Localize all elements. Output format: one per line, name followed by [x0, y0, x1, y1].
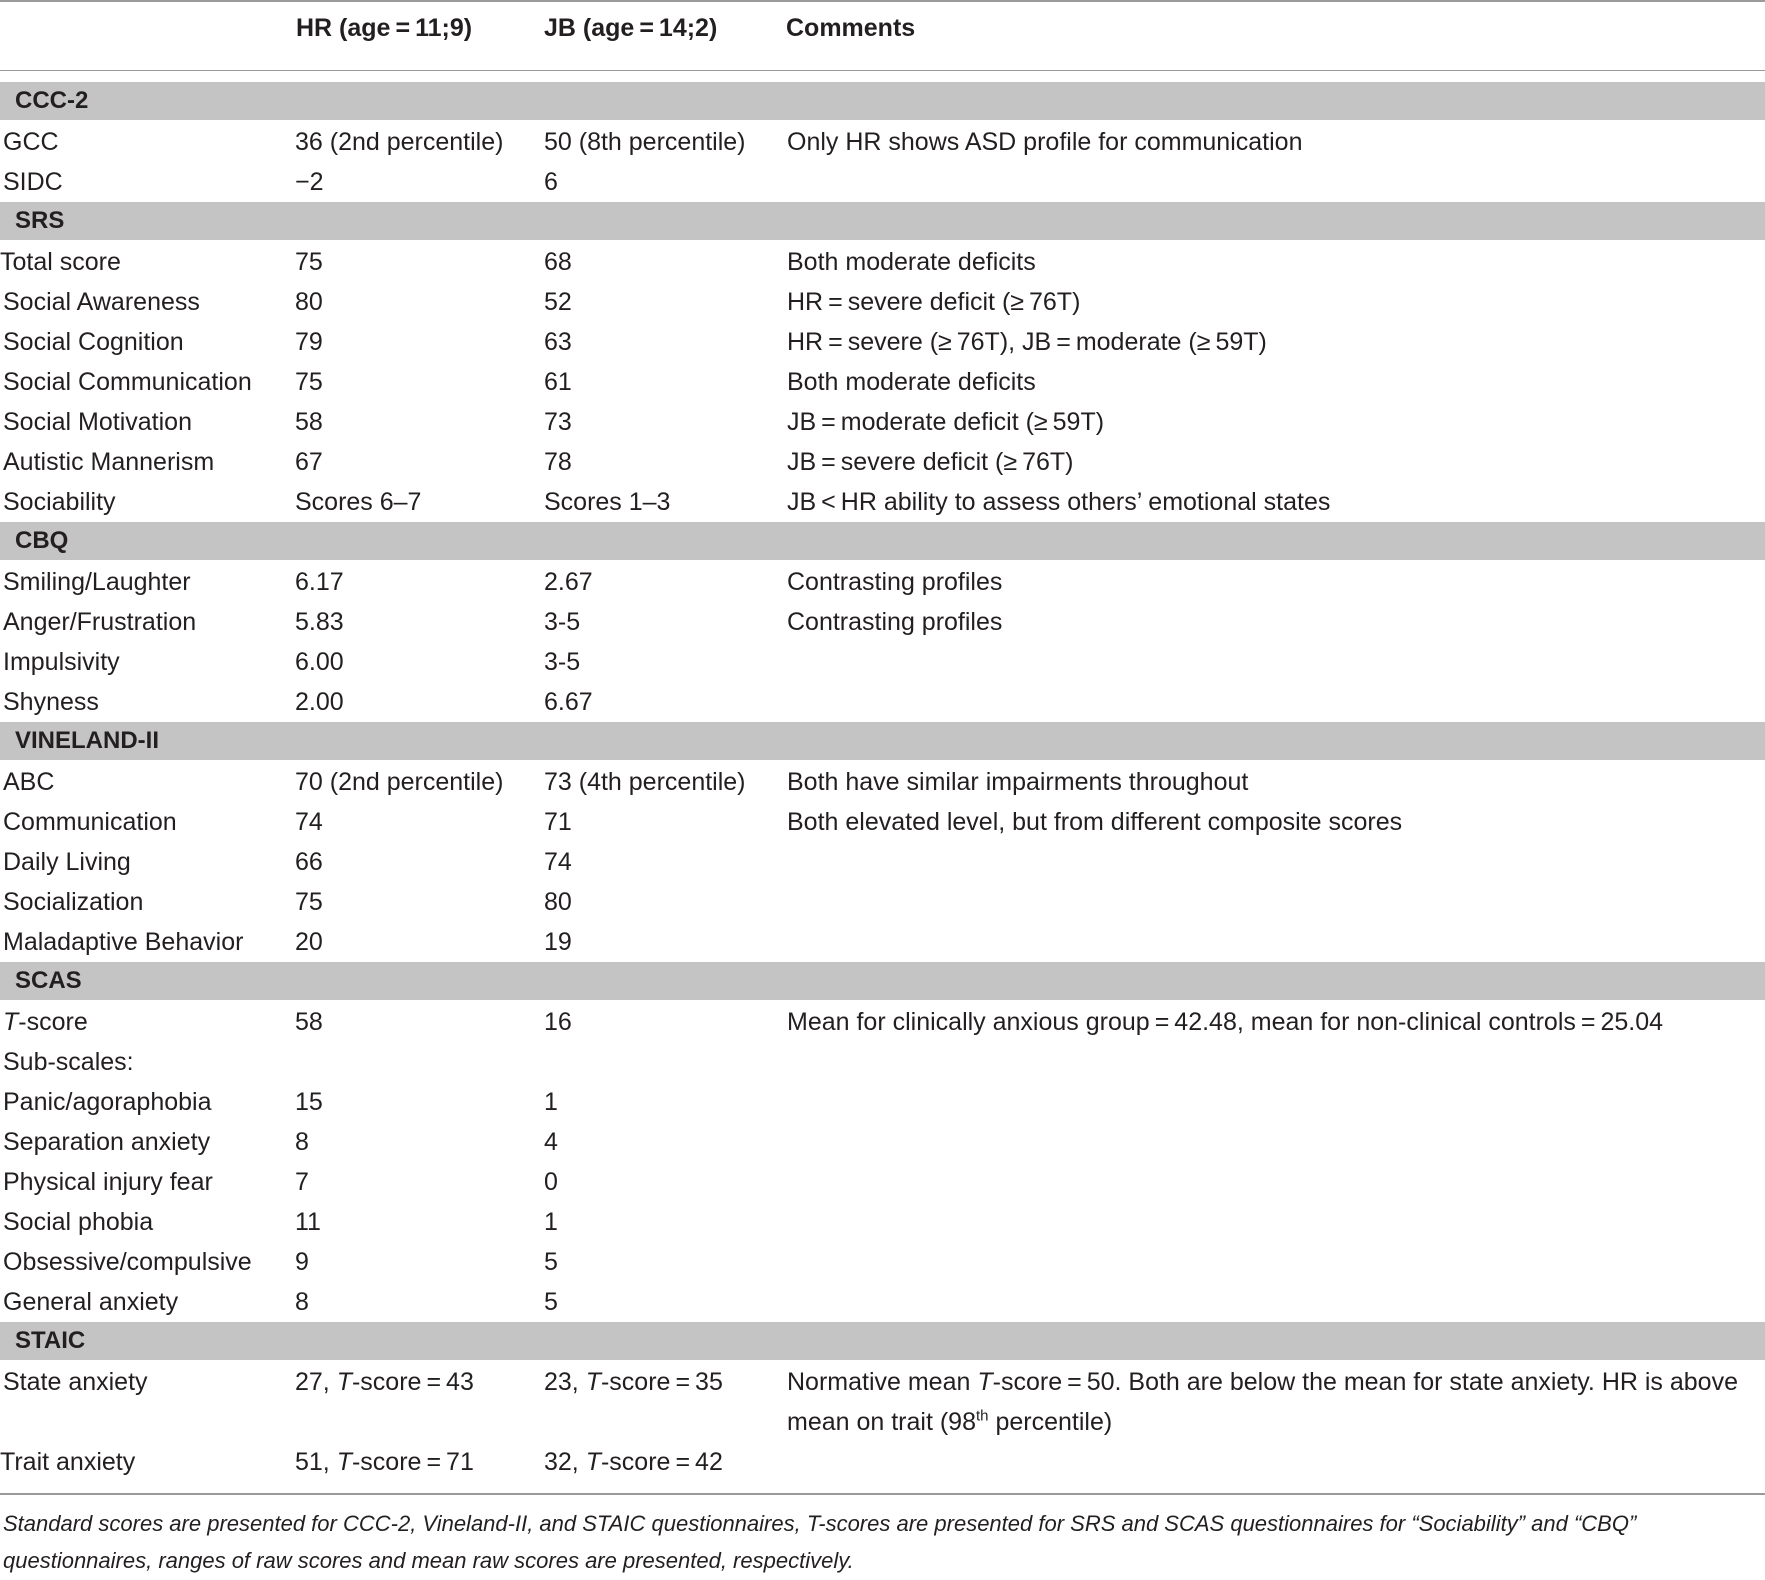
- section-header-cbq: CBQ: [0, 522, 1765, 560]
- hr-value: 75: [295, 888, 323, 916]
- jb-value: 2.67: [544, 568, 593, 596]
- jb-value: 73 (4th percentile): [544, 768, 746, 796]
- table-row: [0, 1042, 1765, 1082]
- hr-suffix: -score = 71: [351, 1448, 474, 1476]
- comment: Both moderate deficits: [787, 248, 1036, 276]
- jb-prefix: 32,: [544, 1448, 586, 1476]
- row-label: Socialization: [3, 888, 144, 916]
- row-label: Daily Living: [3, 848, 131, 876]
- hr-suffix: -score = 43: [351, 1368, 474, 1396]
- jb-value: 16: [544, 1008, 572, 1036]
- table-row: [0, 602, 1765, 642]
- hr-value: 9: [295, 1248, 309, 1276]
- row-label: [3, 1002, 88, 1042]
- comment-middle: -score = 50. Both are below the mean for state anxiety. HR is above mean on trait (98: [787, 1368, 1738, 1436]
- section-header-vineland: VINELAND-II: [0, 722, 1765, 760]
- hr-prefix: 51,: [295, 1448, 337, 1476]
- hr-t-italic: T: [336, 1368, 352, 1396]
- hr-value: 36 (2nd percentile): [295, 128, 504, 156]
- table-row: [0, 402, 1765, 442]
- row-label: Social phobia: [3, 1208, 154, 1236]
- hr-value: 58: [295, 408, 323, 436]
- table-row: [0, 922, 1765, 962]
- jb-value: 80: [544, 888, 572, 916]
- hr-value: −2: [295, 168, 324, 196]
- bottom-rule: [0, 1493, 1765, 1495]
- table-row: [0, 642, 1765, 682]
- comment: JB < HR ability to assess others’ emotional states: [787, 488, 1331, 516]
- table-row: [0, 322, 1765, 362]
- hr-value: 75: [295, 368, 323, 396]
- row-label: Impulsivity: [3, 648, 120, 676]
- hr-prefix: 27,: [295, 1368, 337, 1396]
- table-row: [0, 122, 1765, 162]
- jb-suffix: -score = 42: [600, 1448, 723, 1476]
- table-row: [0, 282, 1765, 322]
- row-label: ABC: [3, 768, 55, 796]
- comment: Both moderate deficits: [787, 368, 1036, 396]
- comment: [787, 1362, 1765, 1442]
- table-row: [0, 442, 1765, 482]
- row-label: Autistic Mannerism: [3, 448, 215, 476]
- comment: Only HR shows ASD profile for communication: [787, 128, 1303, 156]
- jb-value: 3-5: [544, 608, 581, 636]
- table-row: [0, 1282, 1765, 1322]
- comment-prefix: Normative mean: [787, 1368, 978, 1396]
- hr-value: 6.17: [295, 568, 344, 596]
- jb-value: 71: [544, 808, 572, 836]
- section-header-ccc2: CCC-2: [0, 82, 1765, 120]
- comment: JB = moderate deficit (≥ 59T): [787, 408, 1105, 436]
- jb-value: 3-5: [544, 648, 581, 676]
- jb-suffix: -score = 35: [600, 1368, 723, 1396]
- section-header-staic: STAIC: [0, 1322, 1765, 1360]
- row-label: Social Cognition: [3, 328, 184, 356]
- row-label: Panic/agoraphobia: [3, 1088, 212, 1116]
- table-row: [0, 162, 1765, 202]
- jb-value: 4: [544, 1128, 558, 1156]
- jb-value: 5: [544, 1248, 558, 1276]
- table-body: [0, 82, 1765, 1482]
- table-row: [0, 242, 1765, 282]
- row-label: SIDC: [3, 168, 63, 196]
- row-label: GCC: [3, 128, 59, 156]
- t-rest: -score: [18, 1008, 88, 1036]
- t-italic: T: [3, 1008, 19, 1036]
- jb-prefix: 23,: [544, 1368, 586, 1396]
- header-rule: [0, 70, 1765, 71]
- table-row: [0, 762, 1765, 802]
- comment: JB = severe deficit (≥ 76T): [787, 448, 1074, 476]
- hr-value: 15: [295, 1088, 323, 1116]
- comment: Both elevated level, but from different composite scores: [787, 808, 1403, 836]
- hr-t-italic: T: [336, 1448, 352, 1476]
- hr-value: 66: [295, 848, 323, 876]
- hr-value: [295, 1362, 474, 1402]
- hr-value: 79: [295, 328, 323, 356]
- hr-value: 20: [295, 928, 323, 956]
- comment: Both have similar impairments throughout: [787, 768, 1249, 796]
- jb-value: 6: [544, 168, 558, 196]
- jb-value: 50 (8th percentile): [544, 128, 746, 156]
- jb-value: Scores 1–3: [544, 488, 671, 516]
- row-label: Sub-scales:: [3, 1048, 134, 1076]
- jb-value: 19: [544, 928, 572, 956]
- row-label: Shyness: [3, 688, 99, 716]
- hr-value: 70 (2nd percentile): [295, 768, 504, 796]
- row-label: Separation anxiety: [3, 1128, 211, 1156]
- jb-value: 73: [544, 408, 572, 436]
- table-row: [0, 1242, 1765, 1282]
- hr-value: Scores 6–7: [295, 488, 422, 516]
- jb-value: 68: [544, 248, 572, 276]
- comment-t-italic: T: [977, 1368, 993, 1396]
- jb-value: [544, 1362, 723, 1402]
- section-header-srs: SRS: [0, 202, 1765, 240]
- table-row: [0, 1202, 1765, 1242]
- jb-t-italic: T: [585, 1448, 601, 1476]
- comment-suffix: percentile): [988, 1408, 1113, 1436]
- row-label: Maladaptive Behavior: [3, 928, 244, 956]
- table-row: [0, 842, 1765, 882]
- hr-value: 8: [295, 1288, 309, 1316]
- row-label: State anxiety: [3, 1368, 148, 1396]
- table-row: [0, 882, 1765, 922]
- table-row: [0, 1442, 1765, 1482]
- comment: HR = severe (≥ 76T), JB = moderate (≥ 59T): [787, 328, 1267, 356]
- row-label: Communication: [3, 808, 177, 836]
- jb-value: 1: [544, 1208, 558, 1236]
- hr-value: 67: [295, 448, 323, 476]
- jb-value: 1: [544, 1088, 558, 1116]
- table-row: [0, 362, 1765, 402]
- comment: Contrasting profiles: [787, 608, 1003, 636]
- hr-value: 5.83: [295, 608, 344, 636]
- hr-value: 74: [295, 808, 323, 836]
- table-row: [0, 1122, 1765, 1162]
- row-label: General anxiety: [3, 1288, 179, 1316]
- jb-value: [544, 1442, 723, 1482]
- row-label: Social Awareness: [3, 288, 200, 316]
- table-row: [0, 682, 1765, 722]
- comment-superscript: th: [976, 1407, 989, 1425]
- jb-value: 61: [544, 368, 572, 396]
- hr-value: 2.00: [295, 688, 344, 716]
- table-row: [0, 1082, 1765, 1122]
- jb-t-italic: T: [585, 1368, 601, 1396]
- table-row: [0, 1162, 1765, 1202]
- row-label: Obsessive/compulsive: [3, 1248, 252, 1276]
- section-header-scas: SCAS: [0, 962, 1765, 1000]
- row-label: Anger/Frustration: [3, 608, 197, 636]
- jb-value: 74: [544, 848, 572, 876]
- row-label: Smiling/Laughter: [3, 568, 191, 596]
- jb-value: 6.67: [544, 688, 593, 716]
- table-footnote: Standard scores are presented for CCC-2, Vineland-II, and STAIC questionnaires, T-scores are presented for SRS and SCAS questionnaires for “Sociability” and “CBQ” questionnaires, ranges of raw scores and mean raw scores are presented, respectively.: [3, 1511, 1637, 1573]
- table-row: [0, 482, 1765, 522]
- jb-value: 0: [544, 1168, 558, 1196]
- hr-value: 75: [295, 248, 323, 276]
- comment: HR = severe deficit (≥ 76T): [787, 288, 1081, 316]
- row-label: Total score: [0, 248, 121, 276]
- row-label: Physical injury fear: [3, 1168, 213, 1196]
- hr-value: 11: [295, 1208, 321, 1236]
- row-label: Social Motivation: [3, 408, 192, 436]
- hr-value: [295, 1442, 474, 1482]
- hr-value: 6.00: [295, 648, 344, 676]
- comment: Contrasting profiles: [787, 568, 1003, 596]
- jb-value: 52: [544, 288, 572, 316]
- hr-value: 58: [295, 1008, 323, 1036]
- comment: Mean for clinically anxious group = 42.48, mean for non-clinical controls = 25.04: [787, 1008, 1664, 1036]
- table-row: [0, 562, 1765, 602]
- table-row: [0, 1362, 1765, 1442]
- table-row: [0, 1002, 1765, 1042]
- row-label: Trait anxiety: [0, 1448, 136, 1476]
- column-header-jb: JB (age = 14;2): [544, 14, 718, 42]
- hr-value: 80: [295, 288, 323, 316]
- hr-value: 8: [295, 1128, 309, 1156]
- jb-value: 5: [544, 1288, 558, 1316]
- row-label: Social Communication: [3, 368, 252, 396]
- hr-value: 7: [295, 1168, 309, 1196]
- column-header-hr: HR (age = 11;9): [296, 14, 473, 42]
- jb-value: 63: [544, 328, 572, 356]
- row-label: Sociability: [3, 488, 116, 516]
- top-rule: [0, 0, 1765, 2]
- table-row: [0, 802, 1765, 842]
- column-header-comments: Comments: [786, 14, 916, 42]
- jb-value: 78: [544, 448, 572, 476]
